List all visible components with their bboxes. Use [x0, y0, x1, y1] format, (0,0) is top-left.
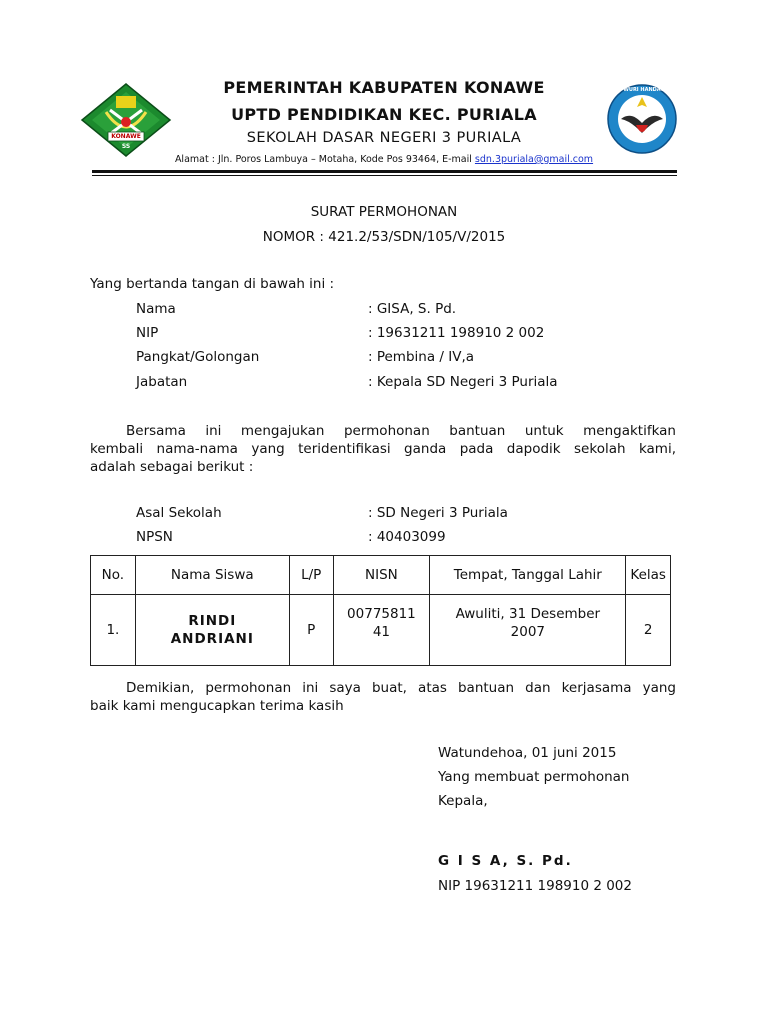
student-table [90, 555, 671, 666]
field-label-nip: NIP [136, 325, 159, 341]
letterhead-rule-thick [92, 170, 677, 173]
body-line-2: kembali nama-nama yang teridentifikasi ganda pada dapodik sekolah kami, [90, 441, 676, 457]
cell-ttl-line-2: 2007 [510, 624, 545, 640]
signature-place-date: Watundehoa, 01 juni 2015 [438, 745, 617, 761]
letter-intro: Yang bertanda tangan di bawah ini : [90, 276, 335, 292]
signature-name: G I S A, S. Pd. [438, 853, 573, 869]
field-value-jabatan: : Kepala SD Negeri 3 Puriala [368, 374, 558, 390]
field-label-nama: Nama [136, 301, 176, 317]
closing-line-2: baik kami mengucapkan terima kasih [90, 698, 344, 714]
cell-nisn-line-1: 00775811 [347, 606, 416, 622]
letterhead-line-1: PEMERINTAH KABUPATEN KONAWE [223, 78, 545, 97]
cell-nama-line-2: ANDRIANI [170, 631, 254, 647]
field-value-nip: : 19631211 198910 2 002 [368, 325, 545, 341]
body-line-3: adalah sebagai berikut : [90, 459, 254, 475]
cell-nama-line-1: RINDI [188, 613, 237, 629]
cell-nisn-line-2: 41 [372, 624, 390, 640]
table-header-nisn: NISN [333, 556, 430, 595]
table-header-row [91, 556, 671, 595]
field-label-asal-sekolah: Asal Sekolah [136, 505, 222, 521]
field-value-npsn: : 40403099 [368, 529, 446, 545]
konawe-logo-label: KONAWE [111, 133, 141, 140]
konawe-logo-sublabel: SS [121, 143, 131, 150]
field-value-pangkat: : Pembina / IV,a [368, 349, 475, 365]
body-line-1: Bersama ini mengajukan permohonan bantuan untuk mengaktifkan [126, 423, 676, 439]
signature-maker: Yang membuat permohonan [438, 769, 630, 785]
table-header-lp: L/P [289, 556, 333, 595]
cell-kelas: 2 [626, 595, 671, 666]
table-header-kelas: Kelas [626, 556, 671, 595]
cell-nisn [333, 595, 430, 666]
cell-nama-siswa [135, 595, 289, 666]
cell-lp: P [289, 595, 333, 666]
table-header-nama-siswa: Nama Siswa [135, 556, 289, 595]
letter-title: SURAT PERMOHONAN [310, 204, 458, 220]
field-label-jabatan: Jabatan [136, 374, 188, 390]
cell-ttl-line-1: Awuliti, 31 Desember [455, 606, 601, 622]
signature-nip: NIP 19631211 198910 2 002 [438, 878, 632, 894]
signature-position: Kepala, [438, 793, 488, 809]
tut-wuri-handayani-label: TUT WURI HANDAYANI [610, 87, 674, 93]
table-header-no: No. [91, 556, 136, 595]
letterhead-line-2: UPTD PENDIDIKAN KEC. PURIALA [231, 105, 537, 124]
table-row [91, 595, 671, 666]
letterhead-rule-thin [92, 175, 677, 176]
letter-number: NOMOR : 421.2/53/SDN/105/V/2015 [262, 229, 506, 245]
closing-line-1: Demikian, permohonan ini saya buat, atas bantuan dan kerjasama yang [126, 680, 676, 696]
letterhead-line-3: SEKOLAH DASAR NEGERI 3 PURIALA [246, 130, 522, 146]
field-value-asal-sekolah: : SD Negeri 3 Puriala [368, 505, 508, 521]
address-text: Alamat : Jln. Poros Lambuya – Motaha, Kode Pos 93464, E-mail [174, 154, 475, 165]
field-label-npsn: NPSN [136, 529, 173, 545]
cell-no: 1. [91, 595, 136, 666]
field-label-pangkat: Pangkat/Golongan [136, 349, 260, 365]
table-header-ttl: Tempat, Tanggal Lahir [430, 556, 626, 595]
field-value-nama: : GISA, S. Pd. [368, 301, 457, 317]
cell-ttl [430, 595, 626, 666]
email-link[interactable]: sdn.3puriala@gmail.com [474, 154, 594, 165]
letterhead-address [0, 154, 768, 165]
